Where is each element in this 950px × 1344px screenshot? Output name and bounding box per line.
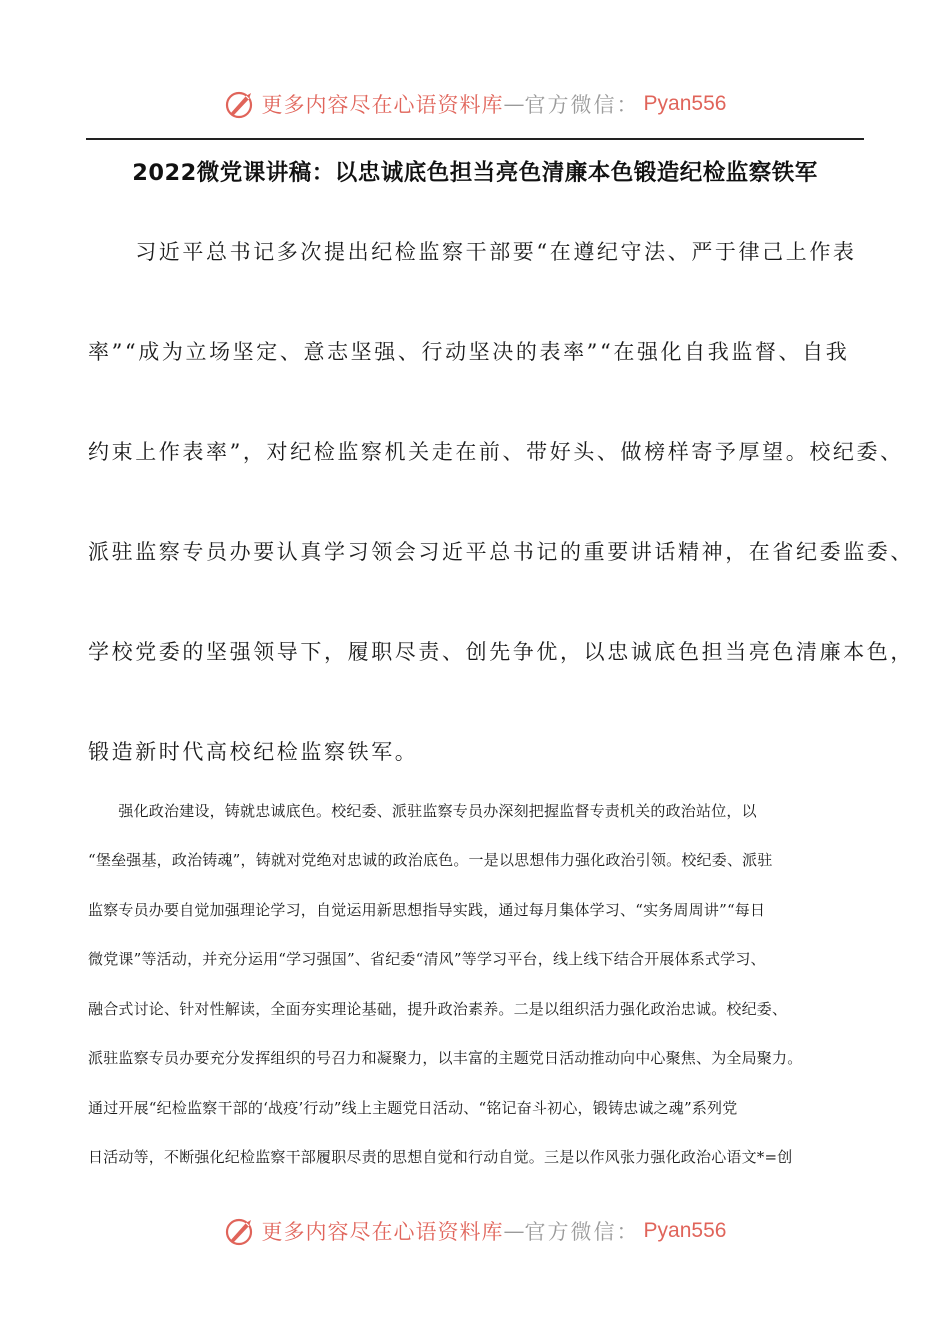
watermark-text: 更多内容尽在心语资料库: [261, 93, 504, 117]
intro-line: 锻造新时代高校纪检监察铁军。: [88, 740, 419, 764]
body-line: 微党课”等活动，并充分运用“学习强国”、省纪委“清风”等学习平台，线上线下结合开展体系式学习、: [88, 950, 766, 968]
intro-line: 派驻监察专员办要认真学习领会习近平总书记的重要讲话精神，在省纪委监委、: [88, 540, 914, 564]
watermark-official: 官方微信：: [524, 93, 640, 117]
body-line: 强化政治建设，铸就忠诚底色。校纪委、派驻监察专员办深刻把握监督专责机关的政治站位，以: [88, 802, 757, 820]
watermark-wechat-id: Pyan556: [643, 92, 727, 115]
intro-line: 率”“成为立场坚定、意志坚强、行动坚决的表率”“在强化自我监督、自我: [88, 340, 850, 364]
footer-watermark: [0, 1211, 950, 1251]
watermark-dash: —: [503, 1219, 525, 1243]
header-watermark: [0, 84, 950, 124]
body-line: 派驻监察专员办要充分发挥组织的号召力和凝聚力，以丰富的主题党日活动推动向中心聚焦、为全局聚力。: [88, 1049, 803, 1067]
intro-line: 习近平总书记多次提出纪检监察干部要“在遵纪守法、严于律己上作表: [88, 240, 857, 264]
body-line: 融合式讨论、针对性解读，全面夯实理论基础，提升政治素养。二是以组织活力强化政治忠诚。校纪委、: [88, 1000, 788, 1018]
header-divider: [86, 138, 864, 140]
pen-logo-icon: [224, 88, 256, 120]
intro-line: 学校党委的坚强领导下，履职尽责、创先争优，以忠诚底色担当亮色清廉本色，: [88, 640, 914, 664]
watermark-wechat-id: Pyan556: [643, 1219, 727, 1242]
body-line: “堡垒强基，政治铸魂”，铸就对党绝对忠诚的政治底色。一是以思想伟力强化政治引领。校纪委、派驻: [88, 851, 773, 869]
body-line: 日活动等，不断强化纪检监察干部履职尽责的思想自觉和行动自觉。三是以作风张力强化政治心语文*=创: [88, 1148, 793, 1166]
document-title: 2022微党课讲稿：以忠诚底色担当亮色清廉本色锻造纪检监察铁军: [132, 160, 818, 186]
pen-logo-icon: [224, 1215, 256, 1247]
watermark-official: 官方微信：: [524, 1220, 640, 1244]
watermark-dash: —: [503, 92, 525, 116]
body-line: 监察专员办要自觉加强理论学习，自觉运用新思想指导实践，通过每月集体学习、“实务周周讲”“每日: [88, 901, 766, 919]
watermark-text: 更多内容尽在心语资料库: [261, 1220, 504, 1244]
intro-line: 约束上作表率”，对纪检监察机关走在前、带好头、做榜样寄予厚望。校纪委、: [88, 440, 904, 464]
body-line: 通过开展“纪检监察干部的‘战疫’行动”线上主题党日活动、“铭记奋斗初心，锻铸忠诚之魂”系列党: [88, 1099, 738, 1117]
